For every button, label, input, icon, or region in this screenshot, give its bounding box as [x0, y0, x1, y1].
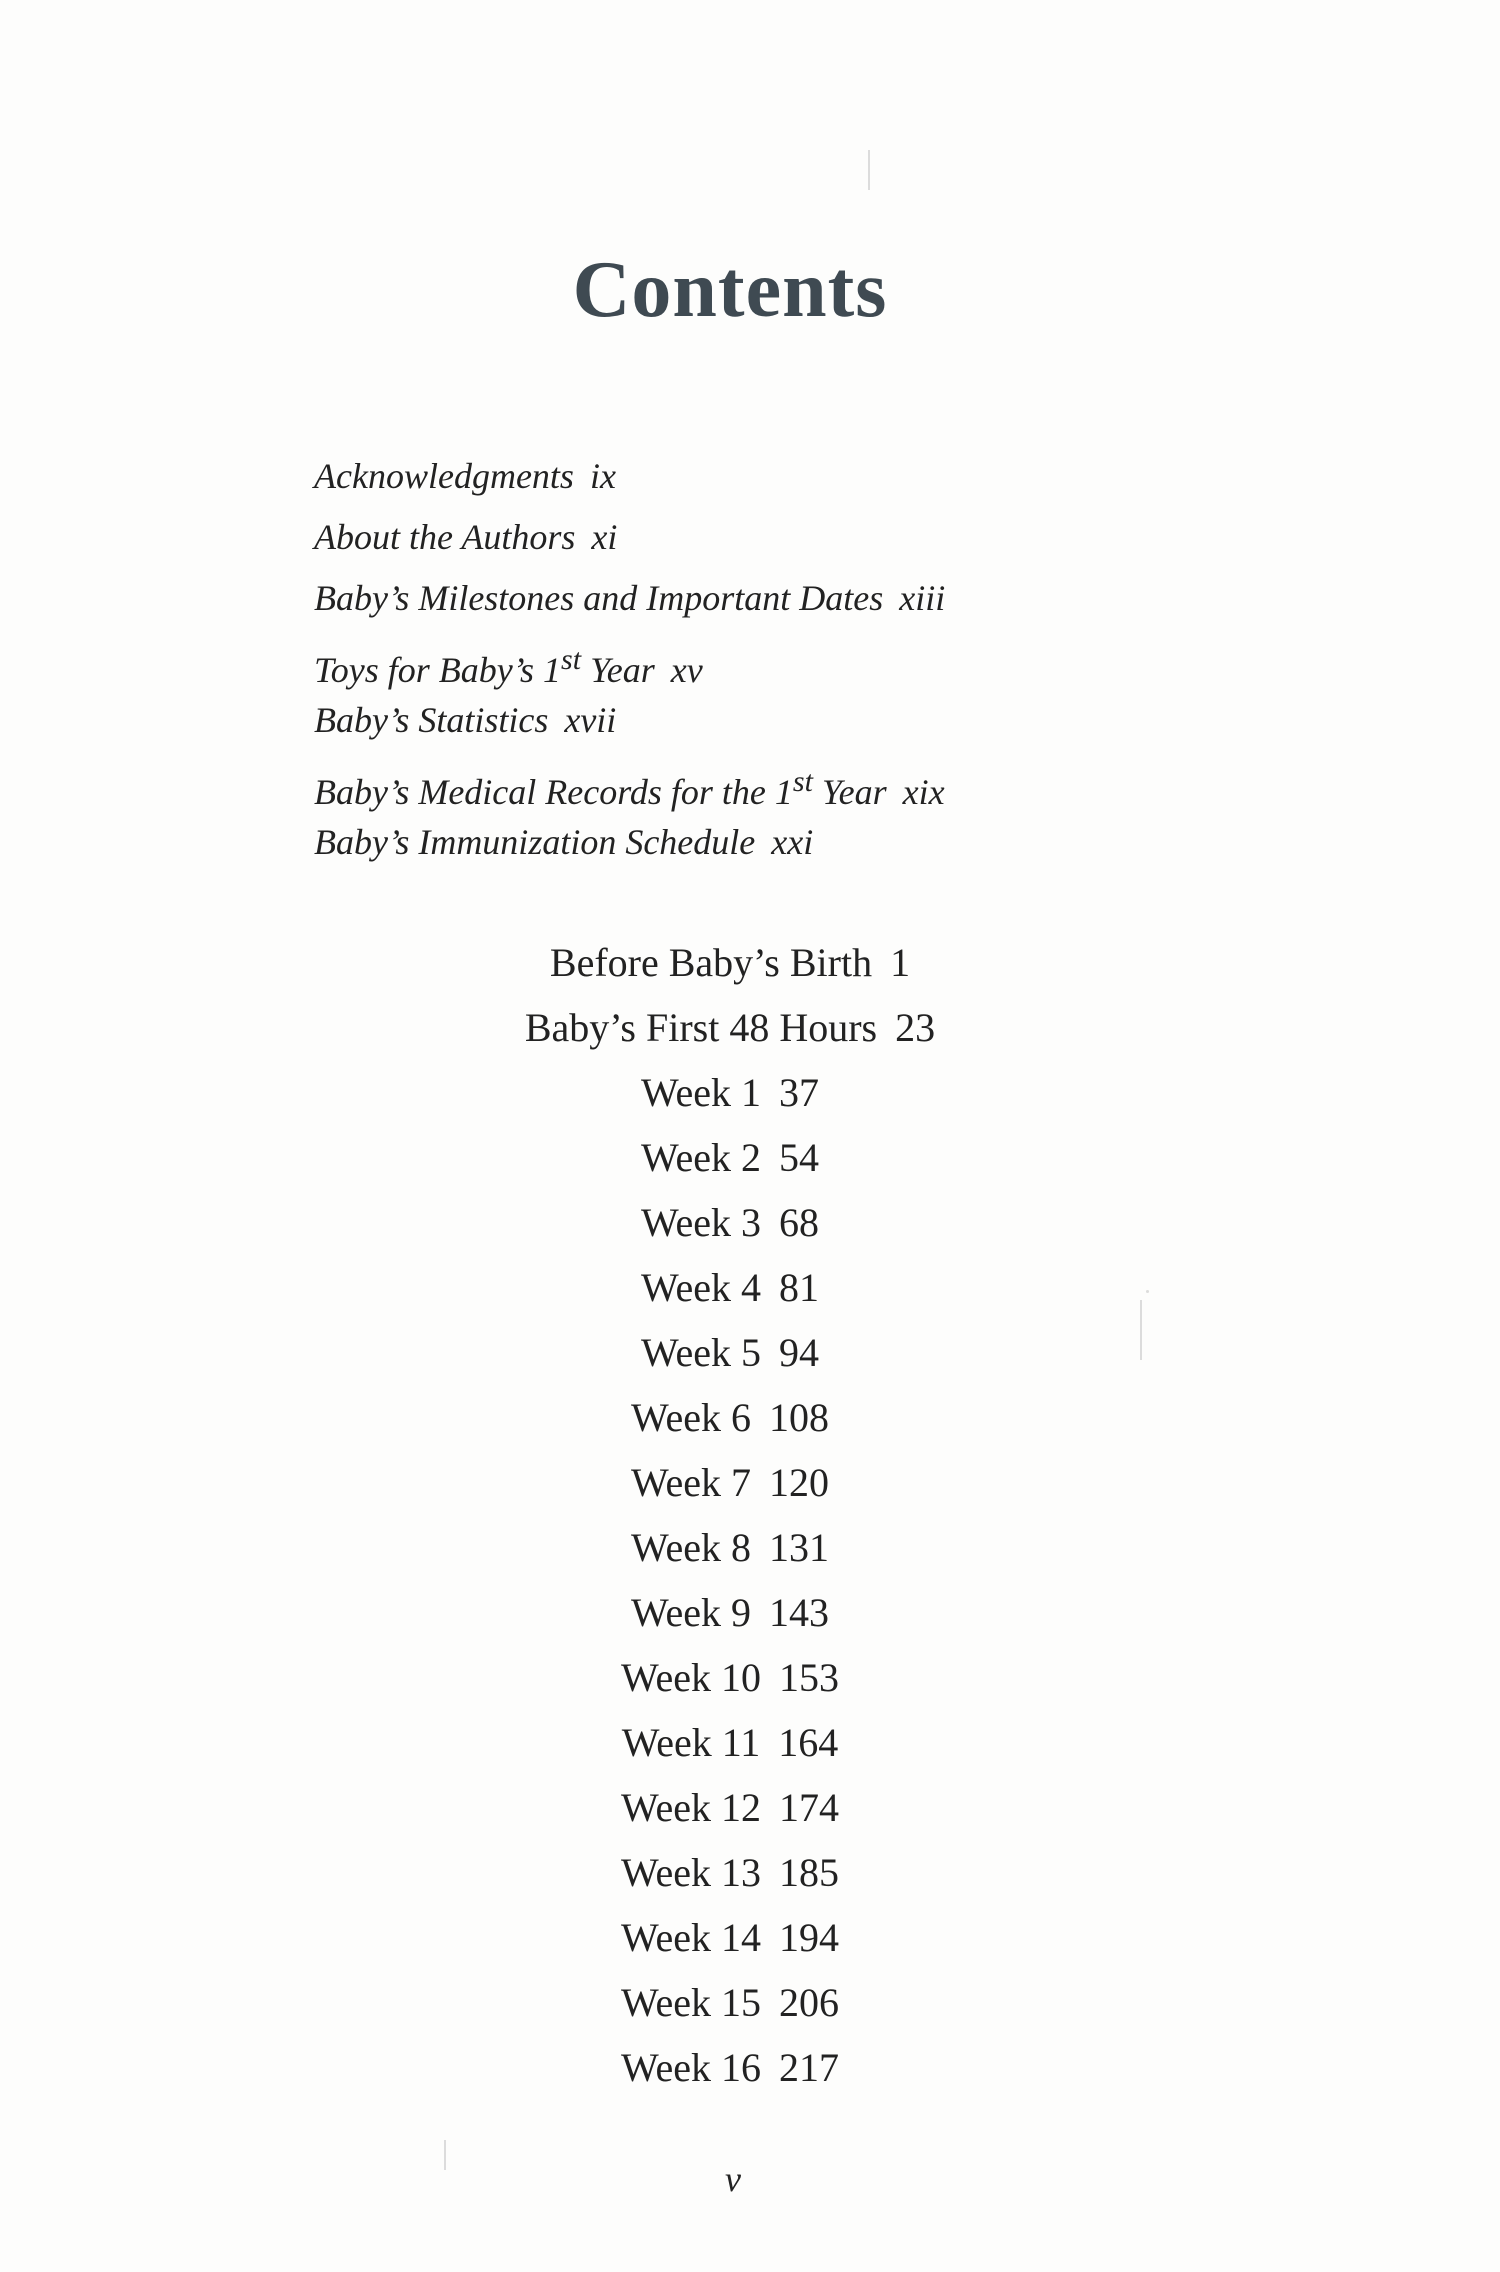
toc-entry-before-birth: [0, 930, 1460, 995]
toc-entry-week-9: [0, 1580, 1460, 1645]
toc-entry-medical-records: [314, 751, 945, 812]
toc-entry-label: Week 2: [640, 1135, 762, 1180]
toc-entry-page: 54: [779, 1135, 820, 1180]
toc-entry-page: ix: [589, 456, 616, 496]
scan-speck: [868, 150, 870, 190]
toc-entry-week-7: [0, 1450, 1460, 1515]
toc-entry-label: Baby’s First 48 Hours: [524, 1005, 878, 1050]
toc-entry-page: 217: [779, 2045, 840, 2090]
toc-entry-toys: [314, 629, 945, 690]
toc-entry-page: 37: [779, 1070, 820, 1115]
toc-entry-page: xiii: [899, 578, 946, 618]
toc-entry-page: xxi: [771, 822, 814, 862]
toc-entry-label: Week 16: [620, 2045, 762, 2090]
ordinal-suffix: st: [792, 765, 813, 798]
toc-entry-label: Week 1: [640, 1070, 762, 1115]
toc-entry-milestones: [314, 568, 945, 629]
toc-entry-page: 194: [779, 1915, 840, 1960]
toc-entry-page: 131: [769, 1525, 830, 1570]
scan-speck: [1146, 1290, 1149, 1293]
toc-entry-statistics: [314, 690, 945, 751]
toc-entry-label: Week 10: [620, 1655, 762, 1700]
toc-entry-page: xix: [902, 772, 945, 812]
toc-entry-label: Week 15: [620, 1980, 762, 2025]
toc-entry-week-12: [0, 1775, 1460, 1840]
toc-entry-immunization: [314, 812, 945, 873]
toc-entry-label: About the Authors: [314, 517, 576, 557]
toc-entry-label: Week 7: [630, 1460, 752, 1505]
toc-entry-label: Before Baby’s Birth: [549, 940, 873, 985]
toc-entry-week-16: [0, 2035, 1460, 2100]
toc-entry-week-2: [0, 1125, 1460, 1190]
scan-speck: [1140, 1300, 1142, 1360]
toc-entry-label: Week 4: [640, 1265, 762, 1310]
toc-entry-week-5: [0, 1320, 1460, 1385]
toc-entry-page: 153: [779, 1655, 840, 1700]
toc-entry-week-6: [0, 1385, 1460, 1450]
toc-entry-label-tail: Year: [812, 772, 887, 812]
toc-entry-page: 23: [895, 1005, 936, 1050]
toc-entry-page: 143: [769, 1590, 830, 1635]
toc-entry-about-authors: [314, 507, 945, 568]
toc-entry-label-tail: Year: [581, 650, 655, 690]
toc-entry-label: Week 14: [620, 1915, 762, 1960]
toc-entry-label: Week 5: [640, 1330, 762, 1375]
toc-entry-page: xv: [670, 650, 703, 690]
toc-entry-week-13: [0, 1840, 1460, 1905]
toc-entry-label: Baby’s Statistics: [314, 700, 549, 740]
toc-entry-page: 68: [779, 1200, 820, 1245]
toc-entry-first-48-hours: [0, 995, 1460, 1060]
toc-entry-week-15: [0, 1970, 1460, 2035]
front-matter-list: [314, 446, 945, 873]
toc-entry-page: 206: [779, 1980, 840, 2025]
toc-entry-week-3: [0, 1190, 1460, 1255]
toc-entry-label: Week 8: [630, 1525, 752, 1570]
toc-entry-label: Baby’s Immunization Schedule: [314, 822, 756, 862]
toc-entry-week-4: [0, 1255, 1460, 1320]
toc-entry-week-10: [0, 1645, 1460, 1710]
toc-entry-acknowledgments: [314, 446, 945, 507]
toc-entry-page: 81: [779, 1265, 820, 1310]
toc-entry-label: Toys for Baby’s 1: [314, 650, 562, 690]
toc-entry-page: 94: [779, 1330, 820, 1375]
ordinal-suffix: st: [561, 643, 582, 676]
toc-entry-label: Week 13: [620, 1850, 762, 1895]
toc-entry-label: Week 6: [630, 1395, 752, 1440]
page-title: Contents: [572, 245, 888, 334]
toc-entry-week-1: [0, 1060, 1460, 1125]
toc-entry-page: 174: [779, 1785, 840, 1830]
scan-speck: [444, 2140, 446, 2170]
toc-entry-page: 108: [769, 1395, 830, 1440]
toc-entry-week-14: [0, 1905, 1460, 1970]
toc-entry-page: xi: [591, 517, 618, 557]
toc-entry-page: xvii: [564, 700, 617, 740]
page-number: v: [725, 2159, 741, 2199]
toc-entry-label: Week 11: [621, 1720, 761, 1765]
toc-entry-label: Acknowledgments: [314, 456, 574, 496]
toc-entry-week-11: [0, 1710, 1460, 1775]
toc-entry-label: Week 3: [640, 1200, 762, 1245]
toc-entry-page: 164: [778, 1720, 839, 1765]
toc-entry-label: Week 12: [620, 1785, 762, 1830]
toc-entry-label: Week 9: [630, 1590, 752, 1635]
toc-entry-page: 120: [769, 1460, 830, 1505]
toc-entry-page: 185: [779, 1850, 840, 1895]
toc-entry-page: 1: [890, 940, 911, 985]
chapter-list: [0, 930, 1460, 2100]
toc-entry-label: Baby’s Medical Records for the 1: [314, 772, 793, 812]
toc-entry-label: Baby’s Milestones and Important Dates: [314, 578, 884, 618]
toc-entry-week-8: [0, 1515, 1460, 1580]
